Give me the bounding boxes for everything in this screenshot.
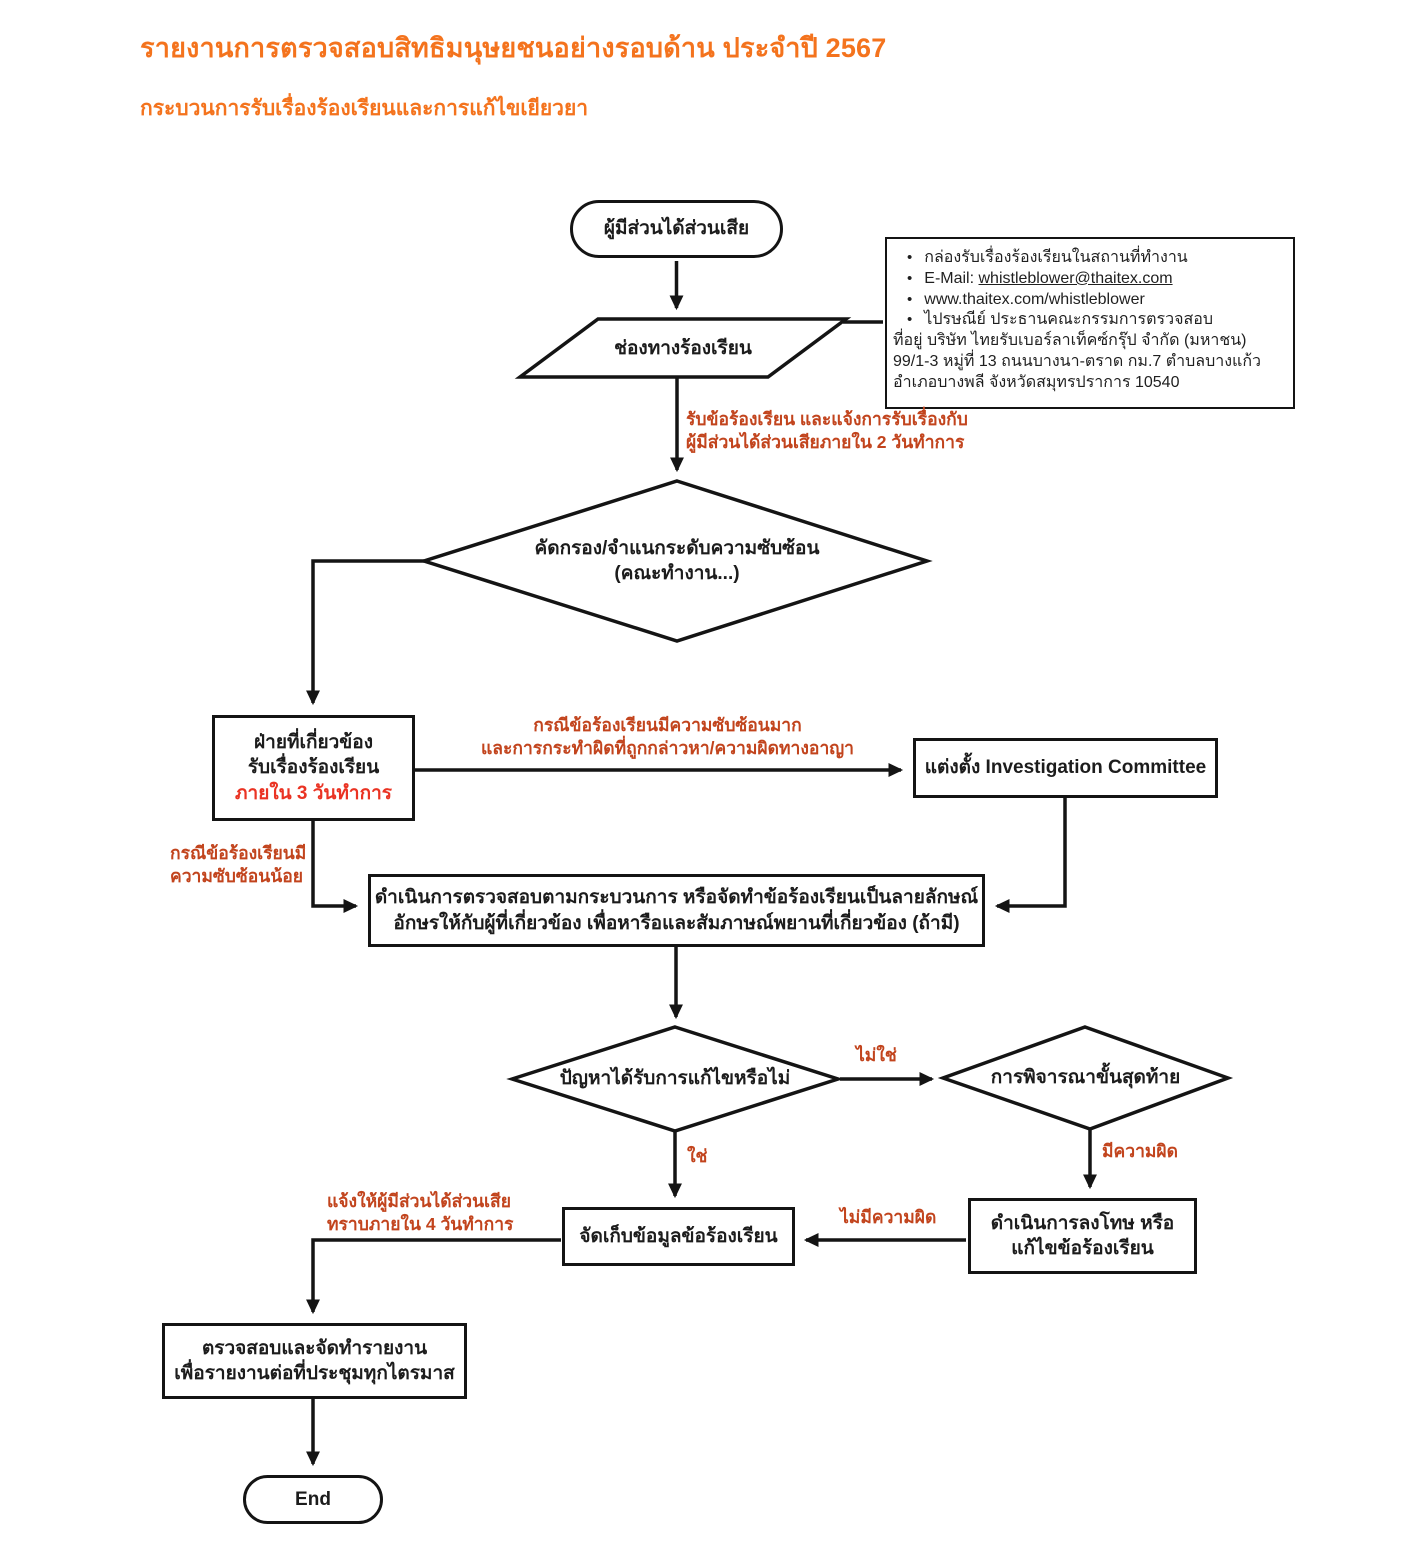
postal-address-line1: ที่อยู่ บริษัท ไทยรับเบอร์ลาเท็คซ์กรุ๊ป จำกัด (มหาชน) (893, 332, 1247, 350)
screening-node-line2: (คณะทำงาน...) (614, 563, 740, 584)
channel-node-label: ช่องทางร้องเรียน (614, 338, 752, 360)
resolved-decision-label: ปัญหาได้รับการแก้ไขหรือไม่ (559, 1068, 791, 1090)
penalty-line1: ดำเนินการลงโทษ หรือ (990, 1212, 1175, 1234)
investigation-committee-label: แต่งตั้ง Investigation Committee (924, 757, 1207, 779)
edge-label-notify: แจ้งให้ผู้มีส่วนได้ส่วนเสีย ทราบภายใน 4 วันทำการ (327, 1191, 514, 1234)
edge-receiving-dept-to-process (313, 821, 356, 906)
penalty-line2: แก้ไขข้อร้องเรียน (1011, 1238, 1154, 1259)
quarterly-report-line2: เพื่อรายงานต่อที่ประชุมทุกไตรมาส (174, 1363, 455, 1384)
quarterly-report-node (162, 1323, 467, 1399)
edge-label-no: ไม่ใช่ (856, 1045, 897, 1065)
page-title: รายงานการตรวจสอบสิทธิมนุษยชนอย่างรอบด้าน ประจำปี 2567 (140, 33, 887, 63)
investigation-process-line1: ดำเนินการตรวจสอบตามกระบวนการ หรือจัดทำข้อร้องเรียนเป็นลายลักษณ์ (374, 887, 979, 909)
complaint-channels-box (885, 237, 1295, 409)
channel-parallelogram-shape (520, 319, 846, 377)
edge-screening-to-receiving-dept (313, 561, 424, 703)
start-node-label: ผู้มีส่วนได้ส่วนเสีย (603, 218, 750, 240)
screening-node-line1: คัดกรอง/จำแนกระดับความซับซ้อน (534, 537, 820, 559)
quarterly-report-line1: ตรวจสอบและจัดทำรายงาน (201, 1337, 428, 1359)
edge-label-yes: ใช่ (687, 1146, 708, 1166)
start-node (570, 200, 783, 258)
edge-record-keeping-to-quarterly-report (313, 1240, 561, 1312)
email-link[interactable]: whistleblower@thaitex.com (978, 269, 1173, 287)
investigation-process-node (368, 874, 985, 947)
end-node (243, 1475, 383, 1524)
edge-label-complex-case: กรณีข้อร้องเรียนมีความซับซ้อนมาก และการกระทำผิดที่ถูกกล่าวหา/ความผิดทางอาญา (480, 715, 855, 758)
edge-label-guilty: มีความผิด (1102, 1141, 1179, 1161)
page-subtitle: กระบวนการรับเรื่องร้องเรียนและการแก้ไขเยียวยา (140, 97, 589, 120)
edge-label-acknowledge: รับข้อร้องเรียน และแจ้งการรับเรื่องกับ ผู้มีส่วนได้ส่วนเสียภายใน 2 วันทำการ (686, 409, 968, 452)
postal-address-line2: 99/1-3 หมู่ที่ 13 ถนนบางนา-ตราด กม.7 ตำบลบางแก้ว (893, 352, 1262, 370)
resolved-decision-diamond-shape (512, 1027, 838, 1131)
channel-item-box: • กล่องรับเรื่องร้องเรียนในสถานที่ทำงาน (893, 248, 1283, 269)
final-review-label: การพิจารณาขั้นสุดท้าย (990, 1067, 1181, 1089)
email-prefix: E-Mail: (924, 269, 979, 287)
penalty-node (968, 1198, 1197, 1274)
channel-item-website: • www.thaitex.com/whistleblower (893, 290, 1283, 311)
receiving-dept-node (212, 715, 415, 821)
postal-address-line3: อำเภอบางพลี จังหวัดสมุทรปราการ 10540 (893, 373, 1180, 391)
edge-label-not-guilty: ไม่มีความผิด (840, 1207, 937, 1227)
record-keeping-label: จัดเก็บข้อมูลข้อร้องเรียน (579, 1225, 778, 1247)
edge-label-simple-case: กรณีข้อร้องเรียนมี ความซับซ้อนน้อย (170, 843, 307, 886)
investigation-process-line2: อักษรให้กับผู้ที่เกี่ยวข้อง เพื่อหารือและสัมภาษณ์พยานที่เกี่ยวข้อง (ถ้ามี) (393, 912, 960, 934)
investigation-committee-node (913, 738, 1218, 798)
record-keeping-node (562, 1207, 795, 1266)
final-review-diamond-shape (943, 1027, 1228, 1129)
receiving-dept-line1: ฝ่ายที่เกี่ยวข้อง (254, 732, 373, 754)
receiving-dept-line2: รับเรื่องร้องเรียน (247, 757, 380, 779)
receiving-dept-deadline: ภายใน 3 วันทำการ (235, 782, 392, 804)
channel-item-post: • ไปรษณีย์ ประธานคณะกรรมการตรวจสอบ (893, 310, 1283, 331)
end-node-label: End (295, 1488, 331, 1510)
screening-diamond-shape (424, 481, 927, 641)
edge-investigation-committee-to-process (997, 798, 1065, 906)
channel-item-email (893, 269, 1283, 290)
